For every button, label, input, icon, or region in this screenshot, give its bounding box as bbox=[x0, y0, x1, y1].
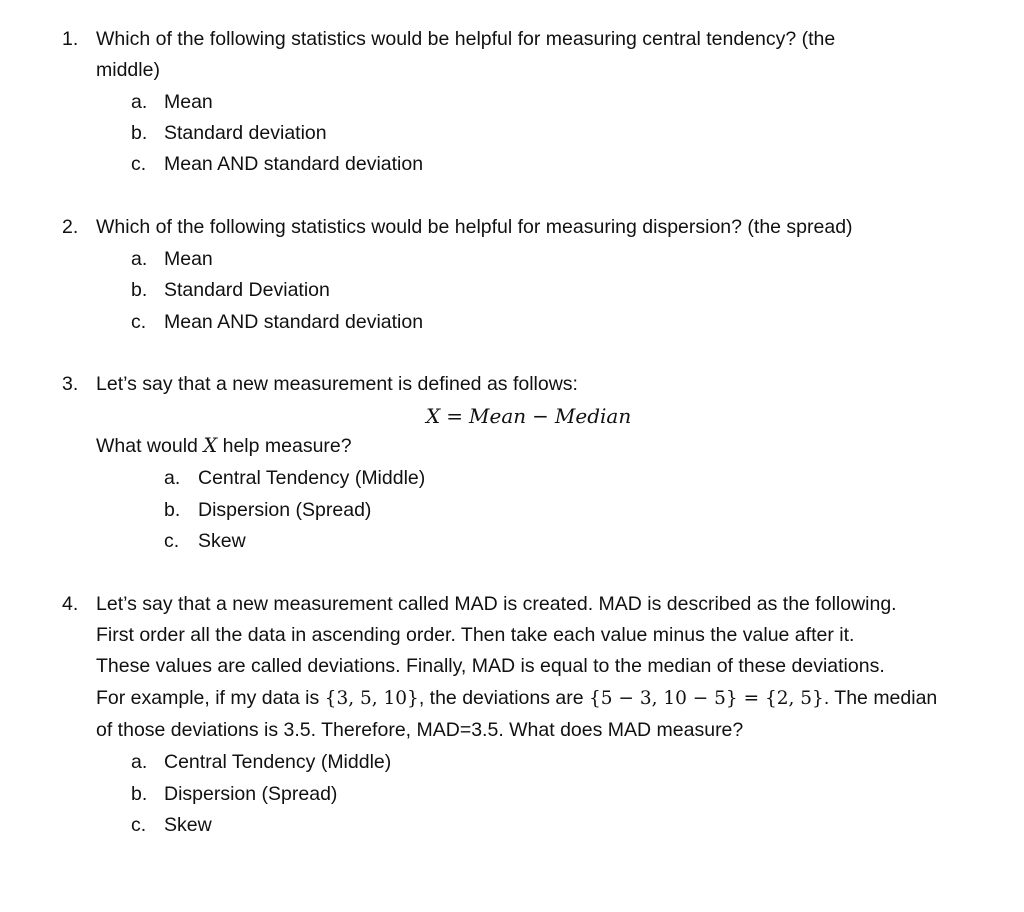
question-3-option-c-label: c. bbox=[164, 530, 180, 552]
question-3-prompt-var: X bbox=[203, 434, 218, 457]
question-1-option-b-label: b. bbox=[131, 122, 148, 144]
question-1-text-line-1: Which of the following statistics would be helpful for measuring central tendency? (the bbox=[96, 28, 836, 50]
question-4-option-c-text: Skew bbox=[164, 814, 212, 836]
question-2-option-b-label: b. bbox=[131, 279, 148, 301]
question-3-option-c-text: Skew bbox=[198, 530, 246, 552]
example-data-set: {3, 5, 10} bbox=[324, 688, 419, 709]
example-deviation-set: {5 − 3, 10 − 5} = {2, 5} bbox=[589, 688, 824, 709]
question-4-number: 4. bbox=[62, 593, 79, 615]
example-part-1: For example, if my data is bbox=[96, 687, 325, 709]
question-3-formula bbox=[426, 403, 631, 429]
question-4-option-b-label: b. bbox=[131, 783, 148, 805]
question-1-option-b-text: Standard deviation bbox=[164, 122, 327, 144]
formula-minus: − bbox=[532, 404, 549, 428]
question-1-option-a-text: Mean bbox=[164, 91, 213, 113]
question-2-option-a-text: Mean bbox=[164, 248, 213, 270]
question-4-option-c-label: c. bbox=[131, 814, 147, 836]
formula-lhs: X bbox=[426, 404, 441, 428]
question-4-text-line-1: Let’s say that a new measurement called MAD is created. MAD is described as the following. bbox=[96, 593, 897, 615]
question-2-option-b-text: Standard Deviation bbox=[164, 279, 330, 301]
question-1-option-a-label: a. bbox=[131, 91, 148, 113]
question-1-number: 1. bbox=[62, 28, 79, 50]
question-3-prompt bbox=[96, 434, 352, 458]
question-3-option-a-label: a. bbox=[164, 467, 181, 489]
question-2-text-line-1: Which of the following statistics would be helpful for measuring dispersion? (the spread) bbox=[96, 216, 853, 238]
example-part-3: . The median bbox=[823, 687, 938, 709]
formula-term-b: Median bbox=[554, 404, 632, 428]
question-4-text-line-3: These values are called deviations. Finally, MAD is equal to the median of these deviations. bbox=[96, 655, 885, 677]
question-1-option-c-label: c. bbox=[131, 153, 147, 175]
question-3-number: 3. bbox=[62, 373, 79, 395]
question-4-option-a-text: Central Tendency (Middle) bbox=[164, 751, 392, 773]
formula-term-a: Mean bbox=[469, 404, 527, 428]
question-3-prompt-before: What would bbox=[96, 435, 204, 457]
question-3-text-line-1: Let’s say that a new measurement is defined as follows: bbox=[96, 373, 578, 395]
question-1-option-c-text: Mean AND standard deviation bbox=[164, 153, 424, 175]
example-part-2: , the deviations are bbox=[418, 687, 590, 709]
question-4-text-line-2: First order all the data in ascending order. Then take each value minus the value after it. bbox=[96, 624, 855, 646]
question-3-option-b-text: Dispersion (Spread) bbox=[198, 499, 372, 521]
question-2-option-a-label: a. bbox=[131, 248, 148, 270]
formula-equals: = bbox=[446, 404, 464, 428]
question-3-option-b-label: b. bbox=[164, 499, 181, 521]
question-2-option-c-text: Mean AND standard deviation bbox=[164, 311, 424, 333]
question-3-prompt-after: help measure? bbox=[217, 435, 352, 457]
question-4-option-b-text: Dispersion (Spread) bbox=[164, 783, 338, 805]
question-3-option-a-text: Central Tendency (Middle) bbox=[198, 467, 426, 489]
question-2-number: 2. bbox=[62, 216, 79, 238]
question-4-example-line bbox=[96, 686, 937, 711]
question-4-text-last-line: of those deviations is 3.5. Therefore, MAD=3.5. What does MAD measure? bbox=[96, 719, 744, 741]
question-4-option-a-label: a. bbox=[131, 751, 148, 773]
question-1-text-line-2: middle) bbox=[96, 59, 160, 81]
question-2-option-c-label: c. bbox=[131, 311, 147, 333]
